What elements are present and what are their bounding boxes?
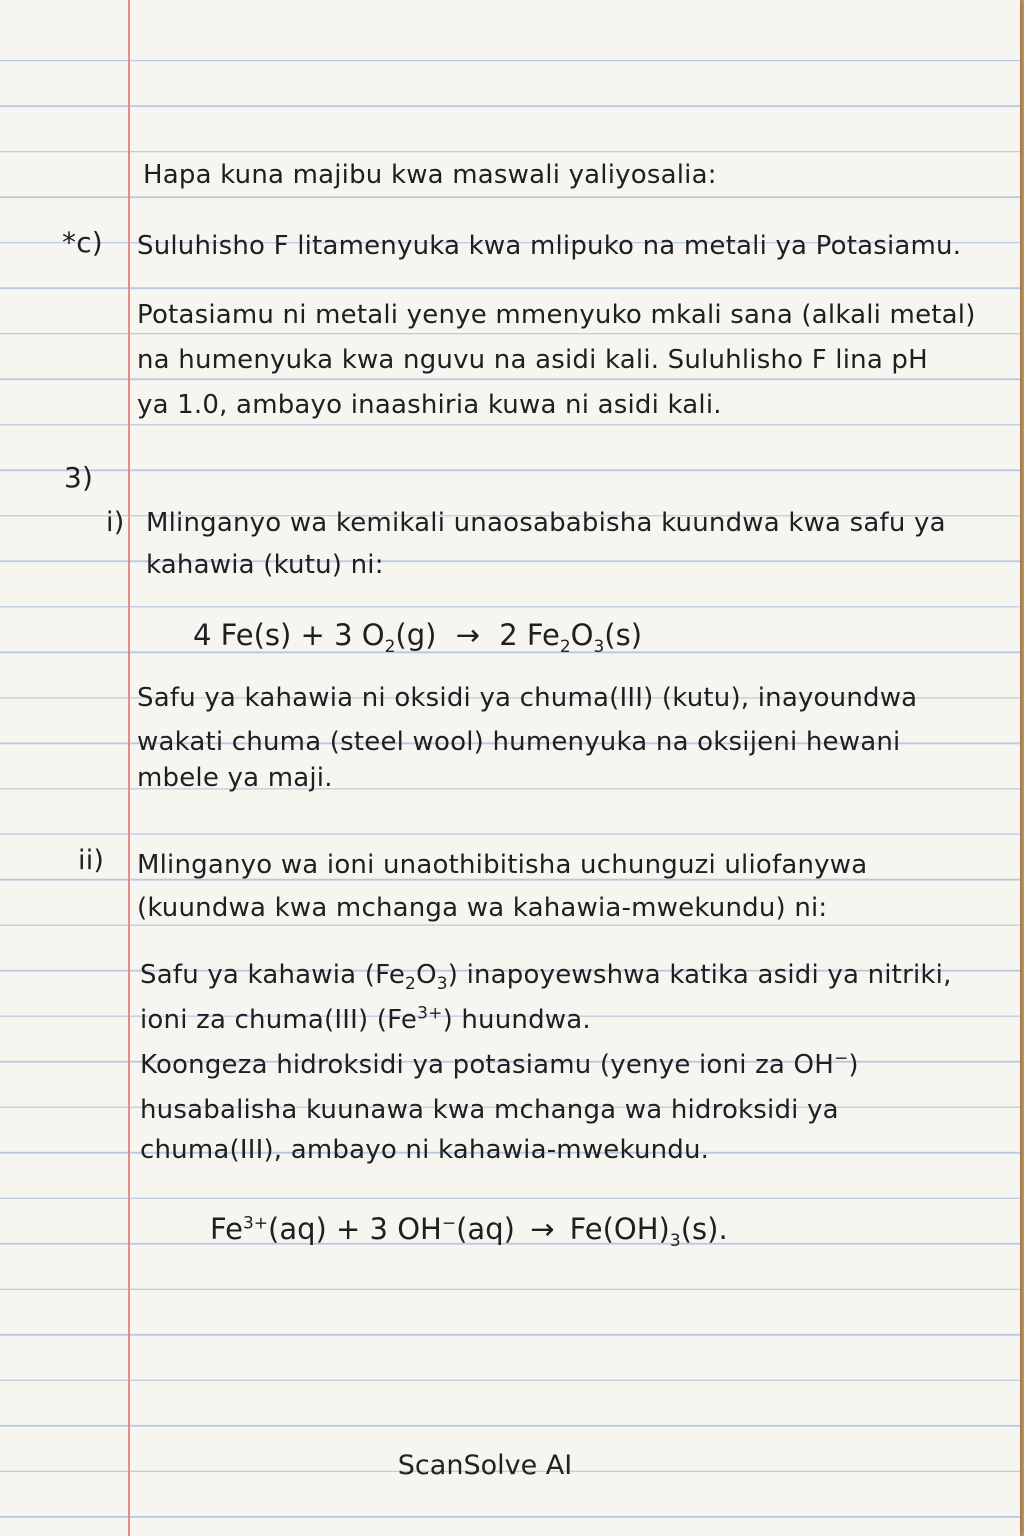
rust-equation [193, 618, 643, 657]
part-ii-explanation-line [140, 1050, 859, 1080]
margin-line [128, 0, 130, 1536]
part-i-marker: i) [106, 507, 125, 538]
equation-part: (aq) [456, 1212, 515, 1246]
superscript: 3+ [417, 1003, 443, 1024]
equation-part: Fe [210, 1212, 243, 1246]
part-c-marker: *c) [62, 226, 103, 259]
part-i-question-line: kahawia (kutu) ni: [146, 550, 384, 580]
text-span: ) huundwa. [442, 1005, 591, 1035]
equation-part: Fe(OH) [569, 1212, 670, 1246]
equation-part: (g) [395, 618, 437, 652]
text-span: ioni za chuma(III) (Fe [140, 1005, 418, 1035]
equation-superscript: − [441, 1213, 457, 1234]
part-ii-explanation-line: chuma(III), ambayo ni kahawia-mwekundu. [140, 1135, 710, 1165]
equation-part: O [570, 618, 594, 652]
part-c-answer: Suluhisho F litamenyuka kwa mlipuko na metali ya Potasiamu. [137, 231, 962, 261]
part-i-explanation-line: wakati chuma (steel wool) humenyuka na oksijeni hewani [137, 727, 901, 757]
part-i-explanation-line: Safu ya kahawia ni oksidi ya chuma(III) (kutu), inayoundwa [137, 683, 918, 713]
intro-text: Hapa kuna majibu kwa maswali yaliyosalia: [143, 160, 717, 190]
part-i-explanation-line: mbele ya maji. [137, 763, 333, 793]
superscript: − [833, 1048, 849, 1069]
part-i-question-line: Mlinganyo wa kemikali unaosababisha kuundwa kwa safu ya [146, 508, 946, 538]
ionic-equation [210, 1212, 728, 1251]
equation-subscript: 2 [559, 636, 571, 657]
text-span: Koongeza hidroksidi ya potasiamu (yenye ioni za OH [140, 1050, 834, 1080]
equation-superscript: 3+ [242, 1213, 268, 1234]
equation-subscript: 3 [593, 636, 605, 657]
text-span: ) inapoyewshwa katika asidi ya nitriki, [447, 960, 952, 990]
text-span: Safu ya kahawia (Fe [140, 960, 406, 990]
equation-part: (s). [680, 1212, 728, 1246]
part-ii-question-line: Mlinganyo wa ioni unaothibitisha uchunguzi uliofanywa [137, 850, 868, 880]
part-ii-explanation-line [140, 960, 952, 995]
part-ii-explanation-line [140, 1005, 591, 1035]
part-ii-marker: ii) [78, 845, 105, 876]
question-3-number: 3) [64, 461, 94, 494]
reaction-arrow: → [455, 618, 480, 652]
part-c-explanation-line: Potasiamu ni metali yenye mmenyuko mkali sana (alkali metal) [137, 300, 976, 330]
equation-part: 4 Fe(s) + 3 O [193, 618, 385, 652]
part-c-explanation-line: ya 1.0, ambayo inaashiria kuwa ni asidi kali. [137, 390, 722, 420]
part-ii-explanation-line: husabalisha kuunawa kwa mchanga wa hidroksidi ya [140, 1095, 839, 1125]
text-span: ) [848, 1050, 859, 1080]
equation-part: (aq) + 3 OH [268, 1212, 442, 1246]
equation-part: 2 Fe [499, 618, 560, 652]
text-span: O [416, 960, 437, 990]
subscript: 2 [405, 974, 417, 995]
subscript: 3 [436, 974, 448, 995]
equation-part: (s) [604, 618, 643, 652]
reaction-arrow: → [530, 1212, 555, 1246]
equation-subscript: 3 [669, 1230, 681, 1251]
footer-watermark: ScanSolve AI [397, 1450, 573, 1481]
part-c-explanation-line: na humenyuka kwa nguvu na asidi kali. Suluhlisho F lina pH [137, 345, 928, 375]
equation-subscript: 2 [384, 636, 396, 657]
part-ii-question-line: (kuundwa kwa mchanga wa kahawia-mwekundu) ni: [137, 893, 828, 923]
